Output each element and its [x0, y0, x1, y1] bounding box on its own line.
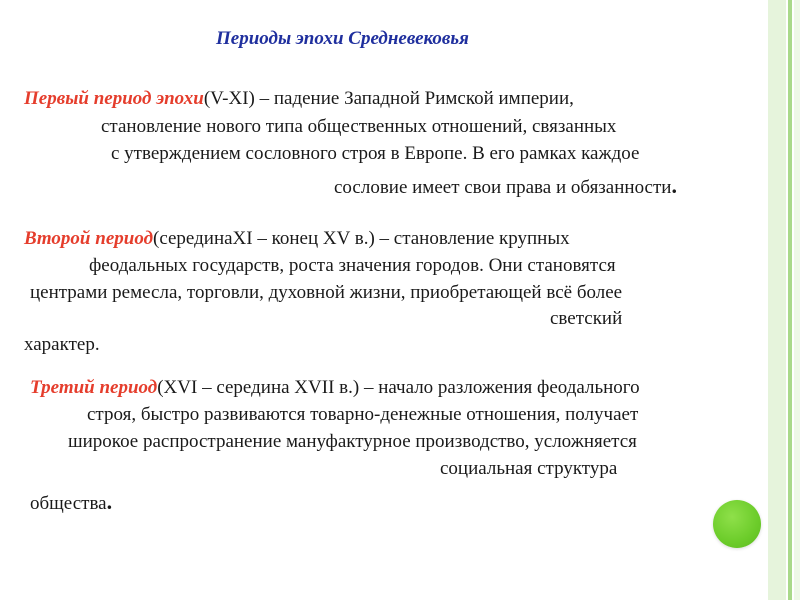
period-2-line-2: феодальных государств, роста значения городов. Они становятся — [89, 255, 616, 276]
period-1-name: Первый период эпохи — [24, 88, 204, 109]
decor-stripe — [794, 0, 800, 600]
period-1-text-4: сословие имеет свои права и обязанности — [334, 177, 672, 198]
period-1-line-4 — [334, 173, 677, 199]
period-1-line-2: становление нового типа общественных отношений, связанных — [101, 116, 617, 137]
period-3-end-dot: . — [106, 489, 113, 514]
period-2-line-1 — [24, 228, 570, 250]
period-1-line-3: с утверждением сословного строя в Европе. В его рамках каждое — [111, 143, 640, 164]
green-circle-decoration — [713, 500, 761, 548]
period-3-line-4: социальная структура — [440, 458, 618, 479]
decor-stripe — [788, 0, 792, 600]
period-3-line-3: широкое распространение мануфактурное производство, усложняется — [68, 431, 637, 452]
period-2-line-3: центрами ремесла, торговли, духовной жизни, приобретающей всё более — [30, 282, 623, 303]
period-3-text-1: (XVI – середина XVII в.) – начало разложения феодального — [157, 377, 640, 398]
period-1-text-1: (V-XI) – падение Западной Римской империи, — [203, 88, 574, 109]
period-1-end-dot: . — [671, 173, 677, 198]
decor-stripe — [768, 0, 786, 600]
slide-title: Периоды эпохи Средневековья — [216, 28, 469, 49]
period-3-text-5: общества — [30, 493, 107, 514]
period-2-name: Второй период — [24, 228, 153, 249]
period-2-line-5: характер. — [24, 334, 100, 355]
period-2-line-4: светский — [550, 308, 623, 329]
period-1-line-1 — [24, 88, 574, 110]
period-3-line-2: строя, быстро развиваются товарно-денежные отношения, получает — [87, 404, 639, 425]
period-3-line-5 — [30, 489, 112, 515]
period-3-line-1 — [30, 377, 640, 399]
period-2-text-1: (серединаXI – конец XV в.) – становление крупных — [153, 228, 570, 249]
period-3-name: Третий период — [30, 377, 158, 398]
